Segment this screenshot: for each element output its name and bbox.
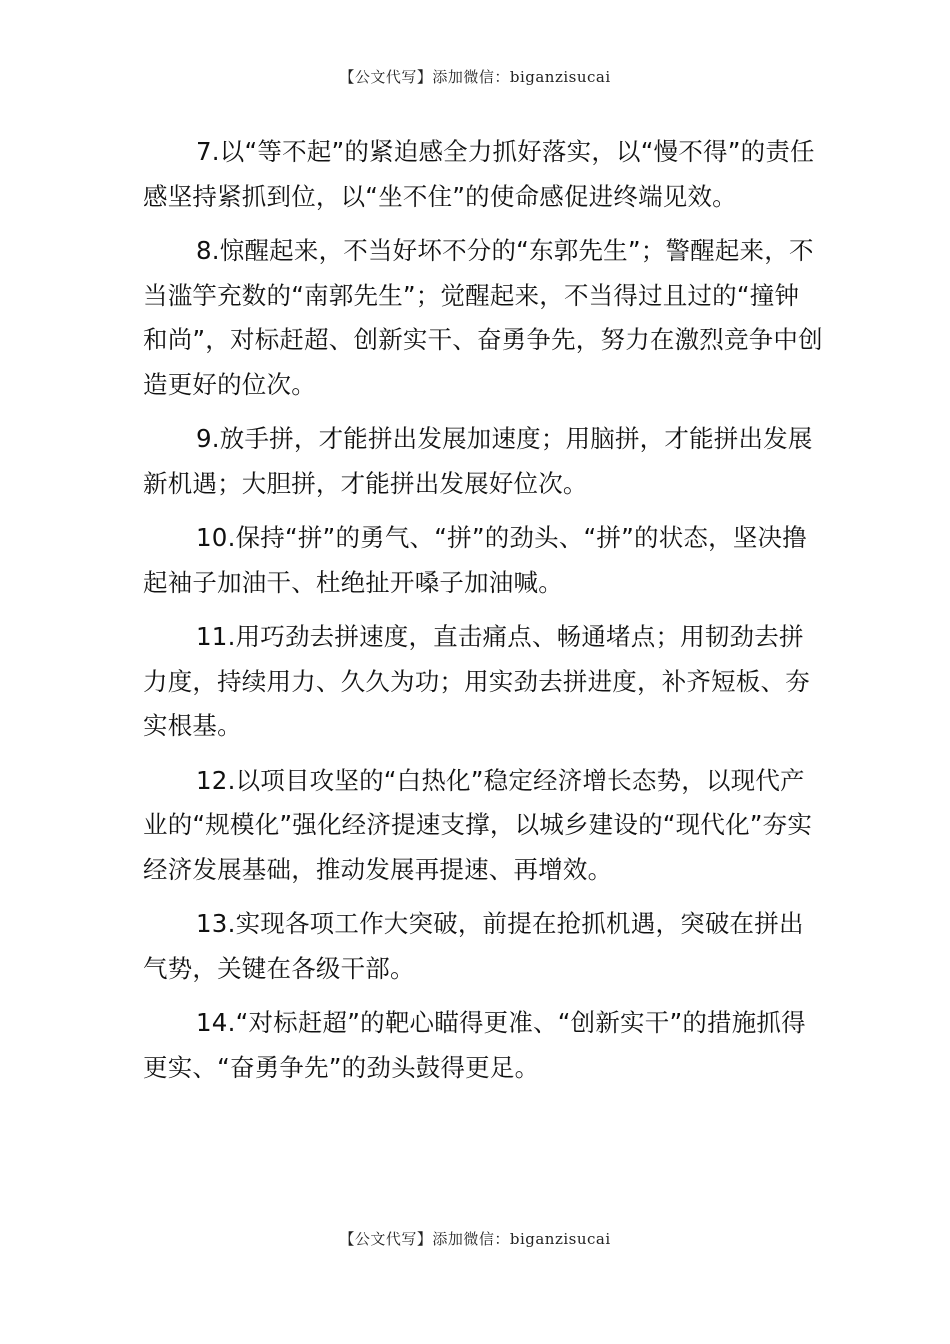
document-body [143,130,823,1100]
paragraph-12: 12.以项目攻坚的“白热化”稳定经济增长态势，以现代产业的“规模化”强化经济提速支撑，以城乡建设的“现代化”夯实经济发展基础，推动发展再提速、再增效。 [143,765,813,884]
paragraph-9: 9.放手拼，才能拼出发展加速度；用脑拼，才能拼出发展新机遇；大胆拼，才能拼出发展好位次。 [143,424,813,498]
page-header: 【公文代写】添加微信：biganzisucai [339,68,611,86]
paragraph-10: 10.保持“拼”的勇气、“拼”的劲头、“拼”的状态，坚决撸起袖子加油干、杜绝扯开嗓子加油喊。 [143,523,807,597]
paragraph-7: 7.以“等不起”的紧迫感全力抓好落实，以“慢不得”的责任感坚持紧抓到位，以“坐不住”的使命感促进终端见效。 [143,137,815,211]
paragraph-13: 13.实现各项工作大突破，前提在抢抓机遇，突破在拼出气势，关键在各级干部。 [143,909,804,983]
paragraph-11: 11.用巧劲去拼速度，直击痛点、畅通堵点；用韧劲去拼力度，持续用力、久久为功；用实劲去拼进度，补齐短板、夯实根基。 [143,622,810,740]
page-footer: 【公文代写】添加微信：biganzisucai [339,1230,611,1248]
paragraph-14: 14.“对标赶超”的靶心瞄得更准、“创新实干”的措施抓得更实、“奋勇争先”的劲头鼓得更足。 [143,1008,806,1082]
paragraph-8: 8.惊醒起来，不当好坏不分的“东郭先生”；警醒起来，不当滥竽充数的“南郭先生”；觉醒起来，不当得过且过的“撞钟和尚”，对标赶超、创新实干、奋勇争先，努力在激烈竞争中创造更好的位次。 [143,236,823,399]
